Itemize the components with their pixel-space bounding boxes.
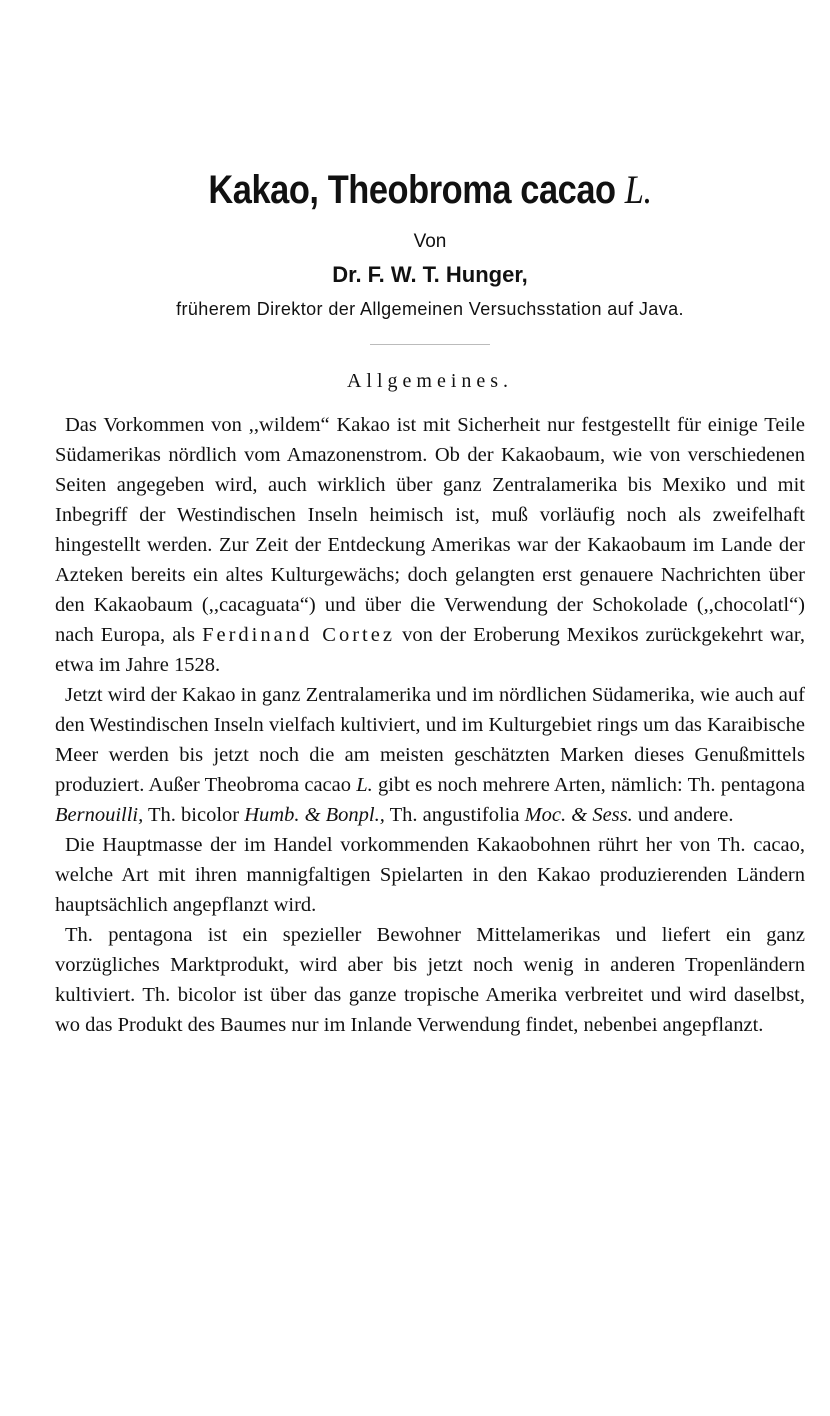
title-main: Kakao, Theobroma cacao bbox=[208, 168, 616, 212]
paragraph-2 bbox=[55, 680, 805, 830]
species-authority: Humb. & Bonpl., bbox=[244, 804, 385, 826]
author-affiliation: früherem Direktor der Allgemeinen Versuchsstation auf Java. bbox=[176, 299, 684, 319]
paragraph-3: Die Hauptmasse der im Handel vorkommenden Kakaobohnen rührt her von Th. cacao, welche Art mit ihren mannigfaltigen Spielarten in den Kakao produzierenden Ländern hauptsächlich angepflanzt wird. bbox=[55, 834, 805, 916]
paragraph-2-text-d: Th. angustifolia bbox=[384, 804, 525, 826]
paragraph-1-text-a: Das Vorkommen von ,,wildem“ Kakao ist mit Sicherheit nur festgestellt für einige Teile Südamerikas nördlich vom Amazonenstrom. Ob der Kakaobaum, wie von verschiedenen Seiten angegeben wird, auch wirklich über ganz Zentralamerika bis Mexiko und mit Inbegriff der Westindischen Inseln heimisch ist, muß vorläufig noch als zweifelhaft hingestellt werden. Zur Zeit der Entdeckung Amerikas war der Kakaobaum im Lande der Azteken bereits ein altes Kulturgewächs; doch gelangten erst genauere Nachrichten über den Kakaobaum (,,cacaguata“) und über die Verwendung der Schokolade (,,chocolatl“) nach Europa, als bbox=[55, 414, 805, 646]
title-species-author: L. bbox=[624, 167, 652, 212]
species-authority: Bernouilli, bbox=[55, 804, 144, 826]
page-title bbox=[108, 160, 753, 220]
species-authority: Moc. & Sess. bbox=[524, 804, 633, 826]
body-text bbox=[55, 410, 805, 1040]
paragraph-1-text-b: von der Eroberung Mexikos zurückgekehrt war, etwa im Jahre 1528. bbox=[55, 624, 806, 676]
paragraph-1 bbox=[55, 410, 805, 680]
paragraph-2-text-e: und andere. bbox=[632, 804, 734, 826]
species-authority: L. bbox=[356, 774, 373, 796]
paragraph-4: Th. pentagona ist ein spezieller Bewohner Mittelamerikas und liefert ein ganz vorzügliches Marktprodukt, wird aber bis jetzt noch wenig in anderen Tropenländern kultiviert. Th. bicolor ist über das ganze tropische Amerika verbreitet und wird daselbst, wo das Produkt des Baumes nur im Inlande Verwendung findet, nebenbei angepflanzt. bbox=[55, 924, 805, 1036]
section-divider bbox=[370, 344, 490, 345]
paragraph-2-text-a: Jetzt wird der Kakao in ganz Zentralamerika und im nördlichen Südamerika, wie auch auf den Westindischen Inseln vielfach kultiviert, und im Kulturgebiet rings um das Karaibische Meer werden bis jetzt noch die am meisten geschätzten Marken dieses Genußmittels produziert. Außer Theobroma cacao bbox=[55, 684, 805, 796]
byline-von: Von bbox=[413, 231, 447, 252]
author-name: Dr. F. W. T. Hunger, bbox=[332, 262, 528, 287]
paragraph-2-text-b: gibt es noch mehrere Arten, nämlich: Th. pentagona bbox=[372, 774, 805, 796]
paragraph-2-text-c: Th. bicolor bbox=[143, 804, 245, 826]
section-heading: Allgemeines. bbox=[346, 370, 514, 392]
author-line bbox=[55, 260, 805, 290]
person-name: Ferdinand Cortez bbox=[202, 624, 395, 646]
